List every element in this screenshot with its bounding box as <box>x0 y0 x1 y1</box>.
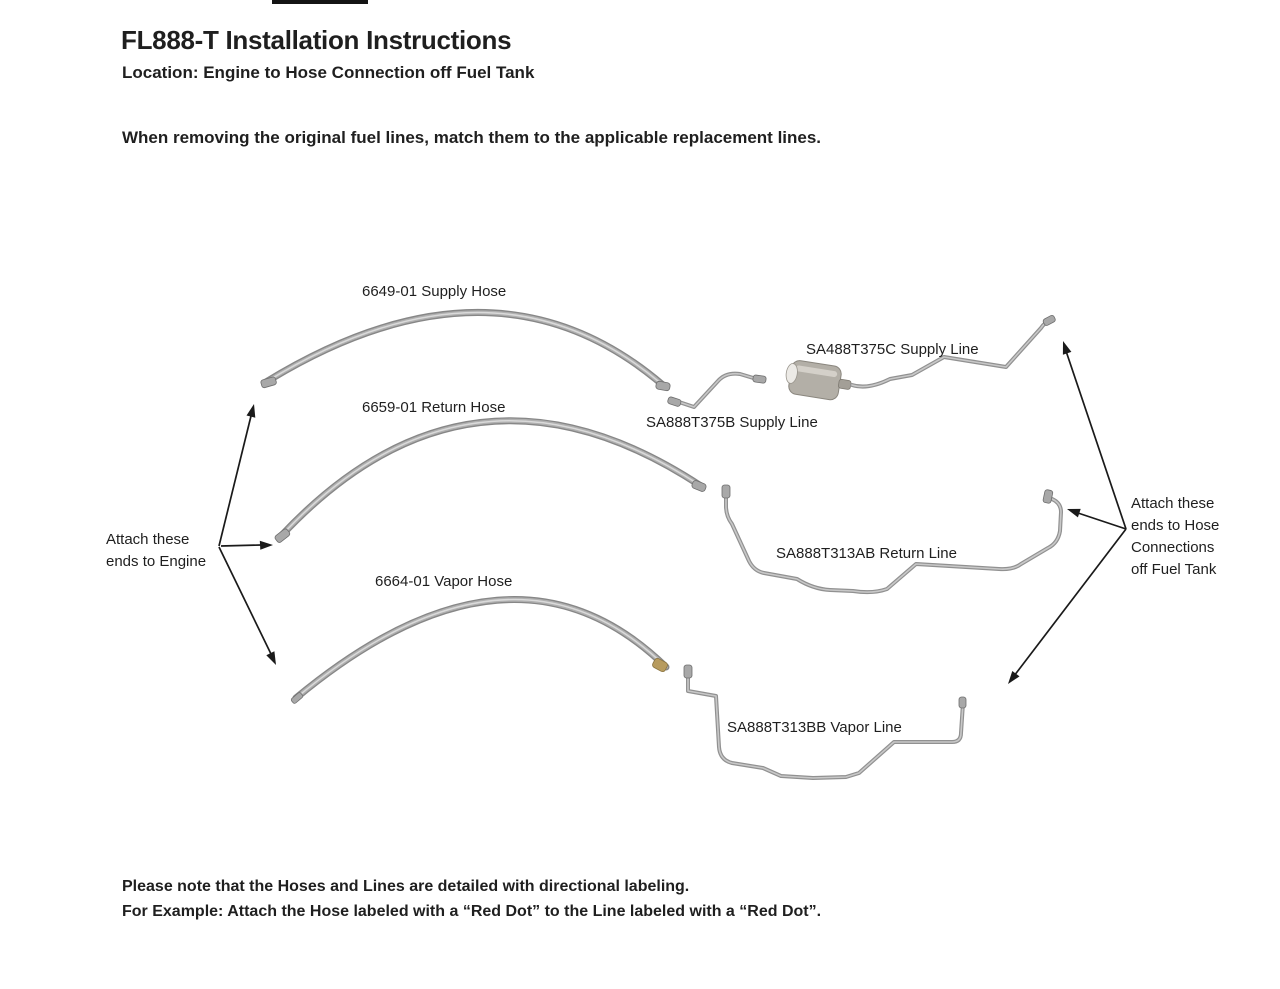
vapor-hose-body <box>296 600 666 698</box>
engine-arrow-supply <box>219 416 251 546</box>
fuel-filter-outlet <box>838 379 851 390</box>
fuel-filter <box>783 359 853 403</box>
attach-tank-line-1: Attach these <box>1131 495 1215 512</box>
attach-tank-line-3: Connections <box>1131 539 1215 556</box>
supply-line-c-label: SA488T375C Supply Line <box>806 341 979 358</box>
return-line-label: SA888T313AB Return Line <box>776 545 957 562</box>
tank-arrow-vapor-head <box>1008 671 1020 684</box>
supply-line-b-graphic <box>667 374 766 407</box>
attach-engine-line-1: Attach these <box>106 531 190 548</box>
vapor-hose-label: 6664-01 Vapor Hose <box>375 573 513 590</box>
return-line-graphic <box>722 485 1061 592</box>
engine-arrow-vapor-head <box>266 651 276 665</box>
supply-hose-label: 6649-01 Supply Hose <box>362 283 507 300</box>
supply-line-b-path <box>676 374 760 407</box>
attach-tank-line-2: ends to Hose <box>1131 517 1220 534</box>
vapor-line-tank-fitting <box>959 697 966 708</box>
tank-arrow-return-head <box>1067 509 1081 518</box>
engine-arrow-supply-head <box>247 404 256 418</box>
engine-arrow-vapor <box>219 547 271 654</box>
tank-arrow-return <box>1078 513 1126 529</box>
supply-line-b-right-fitting <box>753 375 767 384</box>
engine-arrows <box>219 404 276 665</box>
return-line-hose-fitting <box>722 485 730 498</box>
attach-tank-line-4: off Fuel Tank <box>1131 561 1217 578</box>
footer-note-line-2: For Example: Attach the Hose labeled with a “Red Dot” to the Line labeled with a “Red Dot”. <box>122 903 822 920</box>
return-hose-label: 6659-01 Return Hose <box>362 399 506 416</box>
supply-line-b-left-fitting <box>667 396 682 407</box>
attach-engine-line-2: ends to Engine <box>106 553 207 570</box>
page-title: FL888-T Installation Instructions <box>121 25 512 55</box>
attach-engine-annotation <box>106 529 206 573</box>
supply-line-c-tank-fitting <box>1042 315 1056 327</box>
tank-arrow-vapor <box>1014 529 1126 676</box>
supply-hose-graphic <box>260 312 670 391</box>
engine-arrow-return <box>221 545 261 546</box>
supply-line-b-label: SA888T375B Supply Line <box>646 414 818 431</box>
vapor-hose-graphic <box>290 600 668 705</box>
location-subtitle: Location: Engine to Hose Connection off Fuel Tank <box>122 63 535 82</box>
return-line-tank-fitting <box>1043 489 1054 503</box>
return-hose-line-fitting <box>691 480 707 493</box>
top-edge-bar <box>272 0 368 4</box>
engine-arrow-return-head <box>260 541 273 550</box>
supply-hose-highlight <box>266 312 664 386</box>
vapor-line-hose-fitting <box>684 665 692 678</box>
return-hose-graphic <box>274 421 707 544</box>
instruction-text: When removing the original fuel lines, match them to the applicable replacement lines. <box>122 128 822 147</box>
supply-hose-engine-fitting <box>260 376 277 388</box>
vapor-hose-highlight <box>296 600 666 698</box>
supply-hose-line-fitting <box>655 381 670 391</box>
vapor-line-label: SA888T313BB Vapor Line <box>727 719 902 736</box>
tank-arrow-supply-head <box>1063 341 1072 355</box>
return-line-path <box>726 489 1061 592</box>
vapor-hose-path <box>296 600 666 698</box>
tank-arrow-supply <box>1066 351 1126 529</box>
attach-tank-annotation <box>1131 493 1219 581</box>
vapor-hose-engine-tip <box>290 692 303 704</box>
return-hose-body <box>281 421 701 536</box>
footer-note-line-1: Please note that the Hoses and Lines are detailed with directional labeling. <box>122 878 690 895</box>
tank-arrows <box>1008 341 1126 684</box>
